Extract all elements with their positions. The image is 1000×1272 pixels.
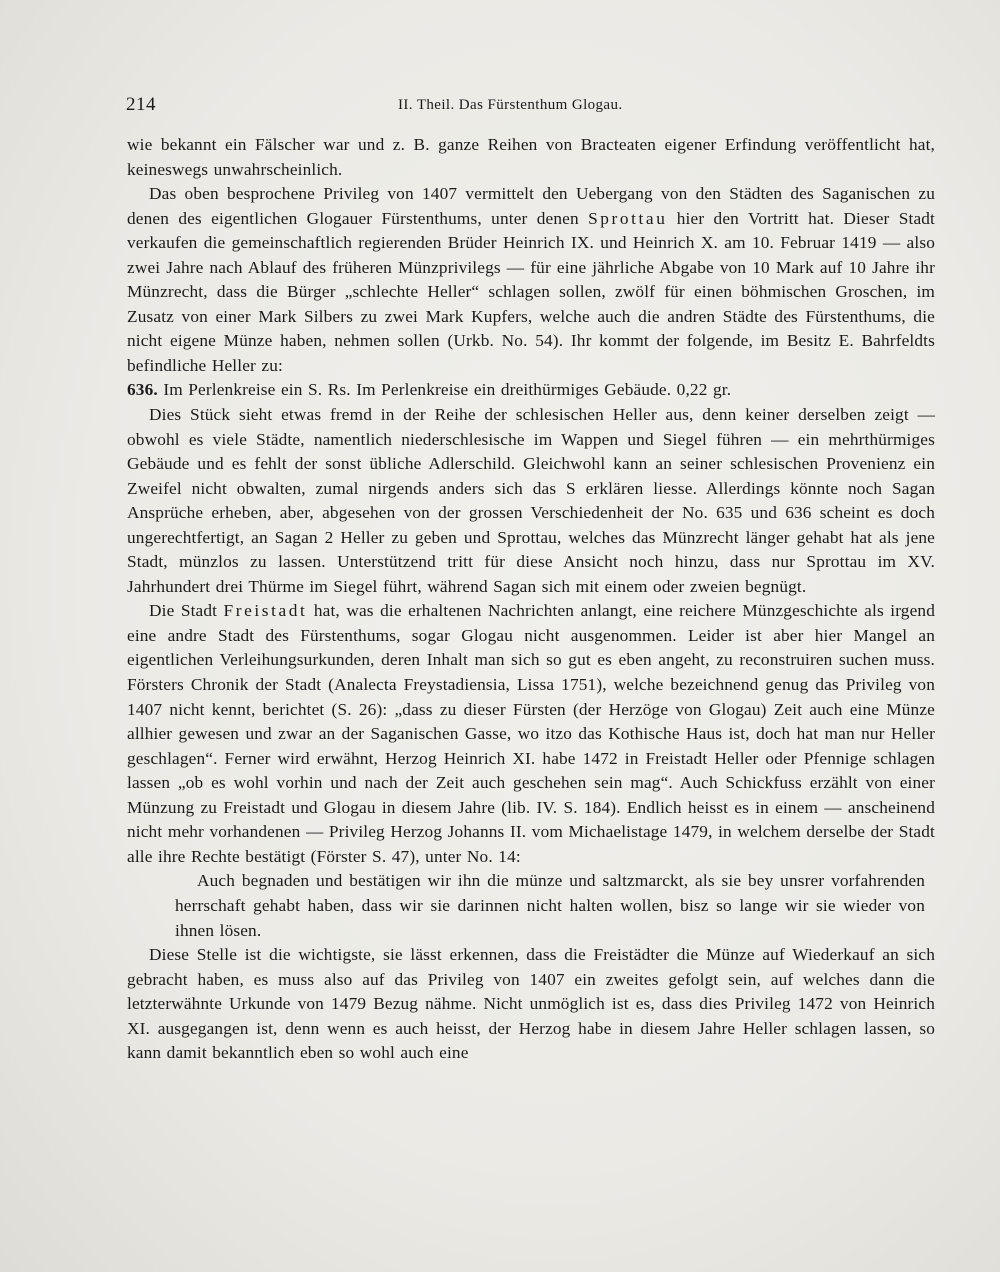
paragraph-5: Diese Stelle ist die wichtigste, sie lässt erkennen, dass die Freistädter die Münze auf Wiederkauf an sich gebracht haben, es muss also auf das Privileg von 1407 ein zweites gefolgt sein, auf welches dann die letzterwähnte Urkunde von 1479 Bezug nähme. Nicht unmöglich ist es, dass dies Privileg 1472 von Heinrich XI. ausgegangen ist, denn wenn es auch heisst, der Herzog habe in diesem Jahre Heller schlagen lassen, so kann damit bekanntlich eben so wohl auch eine bbox=[127, 945, 935, 1063]
emphasis-sprottau: Sprottau bbox=[588, 208, 668, 228]
paragraph-3: Dies Stück sieht etwas fremd in der Reihe der schlesischen Heller aus, denn keiner derselben zeigt — obwohl es viele Städte, namentlich niederschlesische im Wappen und Siegel führen — ein mehrthürmiges Gebäude und es fehlt der sonst übliche Adlerschild. Gleichwohl kann an seiner schlesischen Provenienz ein Zweifel nicht obwalten, zumal nirgends anders sich das S erklären liesse. Allerdings könnte noch Sagan Ansprüche erheben, aber, abgesehen von der grossen Verschiedenheit der No. 635 und 636 scheint es doch ungerechtfertigt, an Sagan 2 Heller zu geben und Sprottau, welches das Münzrecht länger gehabt hat als jene Stadt, münzlos zu lassen. Unterstützend tritt für diese Ansicht noch hinzu, dass nur Sprottau im XV. Jahrhundert drei Thürme im Siegel führt, während Sagan sich mit einem oder zweien begnügt. bbox=[127, 405, 935, 596]
paragraph-2 bbox=[127, 182, 935, 403]
page-header bbox=[126, 94, 926, 118]
running-head: II. Theil. Das Fürstenthum Glogau. bbox=[398, 97, 623, 113]
page-number: 214 bbox=[126, 94, 156, 115]
paragraph-4-text-b: hat, was die erhaltenen Nachrichten anlangt, eine reichere Münzgeschichte als irgend eine andre Stadt des Fürstenthums, sogar Glogau nicht ausgenommen. Leider ist aber hier Mangel an eigentlichen Verleihungsurkunden, deren Inhalt man sich so gut es eben angeht, zu reconstruiren suchen muss. Försters Chronik der Stadt (Analecta Freystadiensia, Lissa 1751), welche bezeichnend genug das Privileg von 1407 nicht kennt, berichtet (S. 26): „dass zu dieser Fürsten (der Herzöge von Glogau) Zeit auch eine Münze allhier gewesen und zwar an der Saganischen Gasse, wo itzo das Kothische Haus ist, doch hat man nur Heller geschlagen“. Ferner wird erwähnt, Herzog Heinrich XI. habe 1472 in Freistadt Heller oder Pfennige schlagen lassen „ob es wohl vorhin und nach der Zeit auch geschehen sein mag“. Auch Schickfuss erzählt von einer Münzung zu Freistadt und Glogau in diesem Jahre (lib. IV. S. 184). Endlich heisst es in einem — anscheinend nicht mehr vorhandenen — Privileg Herzog Johanns II. vom Michaelistage 1479, in welchem derselbe der Stadt alle ihre Rechte bestätigt (Förster S. 47), unter No. 14: bbox=[127, 601, 935, 866]
paragraph-1: wie bekannt ein Fälscher war und z. B. ganze Reihen von Bracteaten eigener Erfindung veröffentlicht hat, keineswegs unwahrscheinlich. bbox=[127, 135, 935, 179]
paragraph-4 bbox=[127, 599, 935, 869]
quotation-block: Auch begnaden und bestätigen wir ihn die münze und saltzmarckt, als sie bey unsrer vorfahrenden herrschaft gehabt haben, dass wir sie darinnen nicht halten wollen, bisz so lange wir sie wieder von ihnen lösen. bbox=[175, 871, 925, 940]
paragraph-2-text-a: Das oben besprochene Privileg von 1407 vermittelt den Uebergang von den Städten des Saganischen zu denen des eigentlichen Glogauer Fürstenthums, unter denen bbox=[127, 184, 935, 228]
emphasis-freistadt: Freistadt bbox=[223, 601, 308, 621]
coin-number: 636. bbox=[127, 380, 158, 400]
paragraph-2-text-b: hier den Vortritt hat. Dieser Stadt verkaufen die gemeinschaftlich regierenden Brüder Heinrich IX. und Heinrich X. am 10. Februar 1419 — also zwei Jahre nach Ablauf des früheren Münzprivilegs — für eine jährliche Abgabe von 10 Mark auf 10 Jahre ihr Münzrecht, dass die Bürger „schlechte Heller“ schlagen sollen, zwölf für einen böhmischen Groschen, im Zusatz von einer Mark Silbers zu zwei Mark Kupfers, welche auch die andren Städte des Fürstenthums, die nicht eigene Münze haben, nehmen sollen (Urkb. No. 54). Ihr kommt der folgende, im Besitz E. Bahrfeldts befindliche Heller zu: bbox=[127, 208, 936, 375]
body-text bbox=[127, 133, 935, 1066]
paragraph-4-text-a: Die Stadt bbox=[149, 601, 224, 621]
coin-description: Im Perlenkreise ein S. Rs. Im Perlenkreise ein dreithürmiges Gebäude. 0,22 gr. bbox=[157, 380, 732, 400]
